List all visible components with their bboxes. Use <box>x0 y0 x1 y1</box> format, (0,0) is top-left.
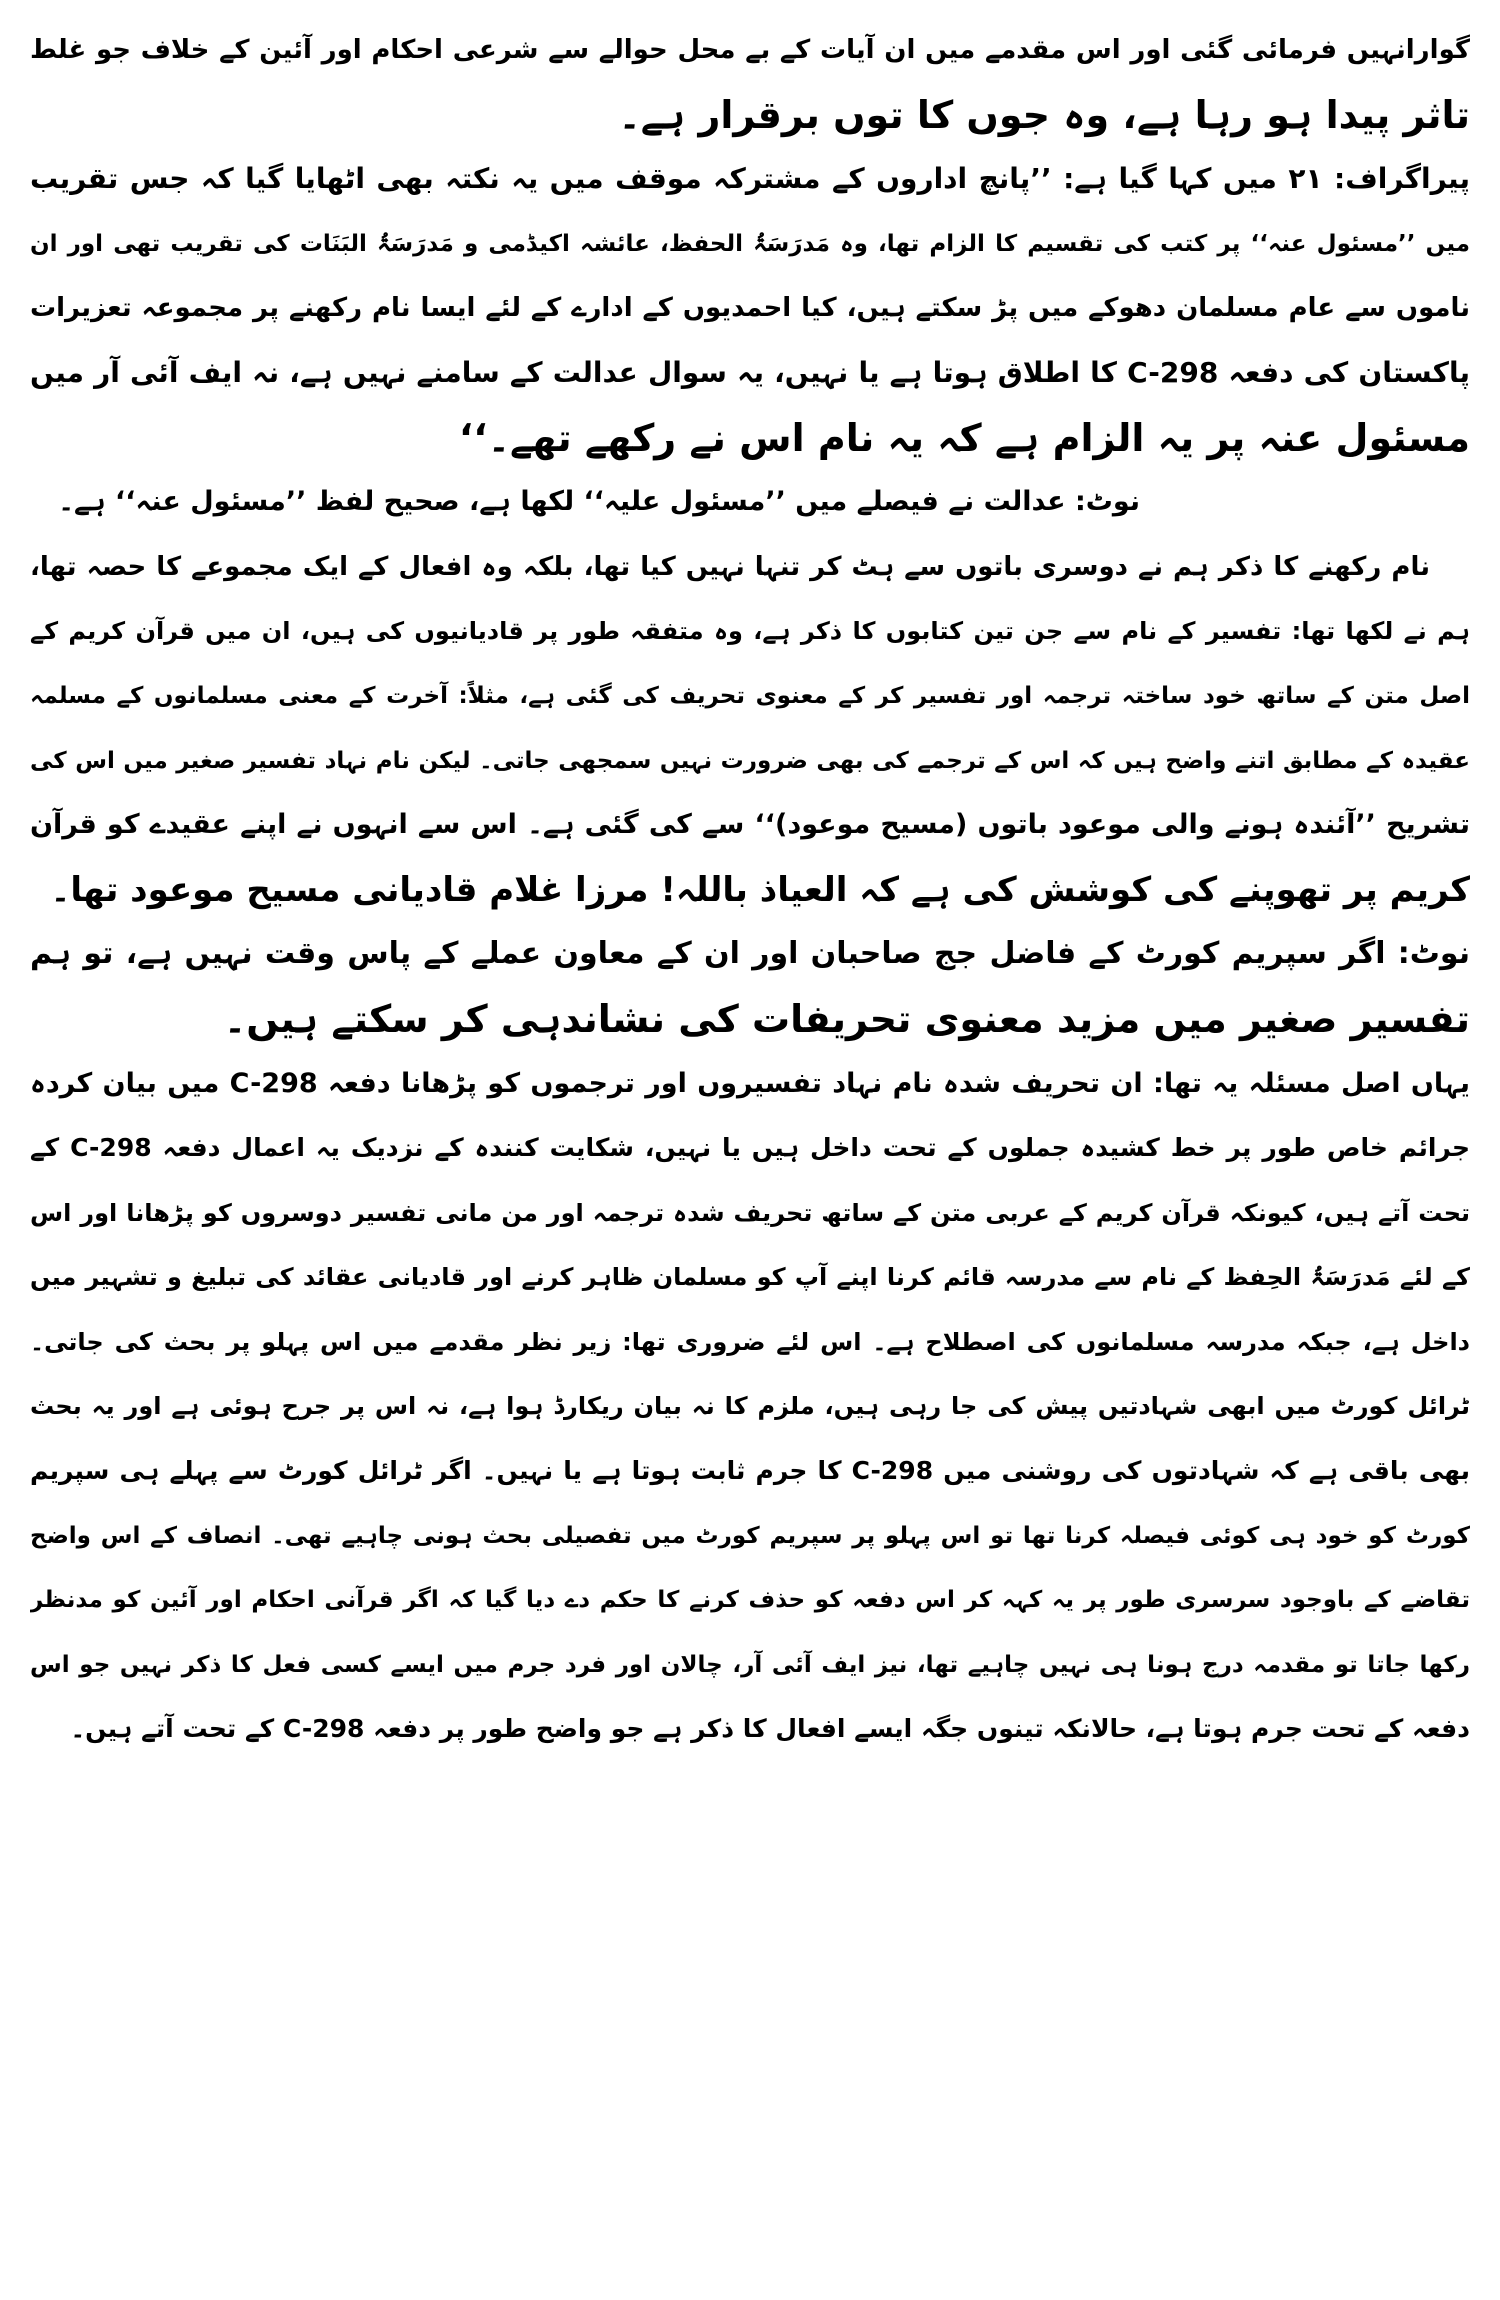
text-line: عقیدہ کے مطابق اتنے واضح ہیں کہ اس کے ترجمے کی بھی ضرورت نہیں سمجھی جاتی۔ لیکن نام نہاد تفسیر صغیر میں اس کی <box>30 747 1470 774</box>
note-line: نوٹ: اگر سپریم کورٹ کے فاضل جج صاحبان اور ان کے معاون عملے کے پاس وقت نہیں ہے، تو ہم <box>30 936 1470 972</box>
text-line: پاکستان کی دفعہ C-298 کا اطلاق ہوتا ہے یا نہیں، یہ سوال عدالت کے سامنے نہیں ہے، نہ ایف آئی آر میں <box>30 355 1470 389</box>
text-line: مسئول عنہ پر یہ الزام ہے کہ یہ نام اس نے رکھے تھے۔‘‘ <box>458 415 1470 460</box>
note-line: نوٹ: عدالت نے فیصلے میں ’’مسئول علیہ‘‘ لکھا ہے، صحیح لفظ ’’مسئول عنہ‘‘ ہے۔ <box>58 486 1140 518</box>
text-line: کے لئے مَدرَسَۃُ الحِفظ کے نام سے مدرسہ قائم کرنا اپنے آپ کو مسلمان ظاہر کرنے اور قادیانی عقائد کی تبلیغ و تشہیر میں <box>30 1263 1470 1292</box>
text-line: گوارانہیں فرمائی گئی اور اس مقدمے میں ان آیات کے بے محل حوالے سے شرعی احکام اور آئین کے خلاف جو غلط <box>30 35 1470 65</box>
text-line: تشریح ’’آئندہ ہونے والی موعود باتوں (مسیح موعود)‘‘ سے کی گئی ہے۔ اس سے انہوں نے اپنے عقیدے کو قرآن <box>30 809 1470 841</box>
text-line: ناموں سے عام مسلمان دھوکے میں پڑ سکتے ہیں، کیا احمدیوں کے ادارے کے لئے ایسا نام رکھنے پر مجموعہ تعزیرات <box>30 293 1470 324</box>
text-line: بھی باقی ہے کہ شہادتوں کی روشنی میں C-298 کا جرم ثابت ہوتا ہے یا نہیں۔ اگر ٹرائل کورٹ سے پہلے ہی سپریم <box>30 1456 1470 1486</box>
text-line: ٹرائل کورٹ میں ابھی شہادتیں پیش کی جا رہی ہیں، ملزم کا نہ بیان ریکارڈ ہوا ہے، نہ اس پر جرح ہوئی ہے اور یہ بحث <box>30 1392 1470 1421</box>
text-line: نام رکھنے کا ذکر ہم نے دوسری باتوں سے ہٹ کر تنہا نہیں کیا تھا، بلکہ وہ افعال کے ایک مجموعے کا حصہ تھا، <box>30 551 1430 582</box>
text-line: میں ’’مسئول عنہ‘‘ پر کتب کی تقسیم کا الزام تھا، وہ مَدرَسَۃُ الحفظ، عائشہ اکیڈمی و مَدرَسَۃُ البَنَات کی تقریب تھی اور ان <box>30 230 1470 257</box>
text-line: کریم پر تھوپنے کی کوشش کی ہے کہ العیاذ باللہ! مرزا غلام قادیانی مسیح موعود تھا۔ <box>50 869 1470 910</box>
text-line: داخل ہے، جبکہ مدرسہ مسلمانوں کی اصطلاح ہے۔ اس لئے ضروری تھا: زیر نظر مقدمے میں اس پہلو پر بحث کی جاتی۔ <box>30 1327 1470 1356</box>
text-line: کورٹ کو خود ہی کوئی فیصلہ کرنا تھا تو اس پہلو پر سپریم کورٹ میں تفصیلی بحث ہونی چاہیے تھی۔ انصاف کے اس واضح <box>30 1522 1470 1549</box>
text-line: پیراگراف: ۲۱ میں کہا گیا ہے: ’’پانچ اداروں کے مشترکہ موقف میں یہ نکتہ بھی اٹھایا گیا کہ جس تقریب <box>30 162 1470 196</box>
text-line: تحت آتے ہیں، کیونکہ قرآن کریم کے عربی متن کے ساتھ تحریف شدہ ترجمہ اور من مانی تفسیر دوسروں کو پڑھانا اور اس <box>30 1198 1470 1227</box>
text-line: جرائم خاص طور پر خط کشیدہ جملوں کے تحت داخل ہیں یا نہیں، شکایت کنندہ کے نزدیک یہ اعمال دفعہ C-298 کے <box>30 1133 1470 1163</box>
text-line: یہاں اصل مسئلہ یہ تھا: ان تحریف شدہ نام نہاد تفسیروں اور ترجموں کو پڑھانا دفعہ C-298 میں بیان کردہ <box>30 1067 1470 1099</box>
text-line: دفعہ کے تحت جرم ہوتا ہے، حالانکہ تینوں جگہ ایسے افعال کا ذکر ہے جو واضح طور پر دفعہ C-298 کے تحت آتے ہیں۔ <box>70 1714 1470 1744</box>
text-line: ہم نے لکھا تھا: تفسیر کے نام سے جن تین کتابوں کا ذکر ہے، وہ متفقہ طور پر قادیانیوں کی ہیں، ان میں قرآن کریم کے <box>30 617 1470 646</box>
text-line: تقاضے کے باوجود سرسری طور پر یہ کہہ کر اس دفعہ کو حذف کرنے کا حکم دے دیا گیا کہ اگر قرآنی احکام اور آئین کو مدنظر <box>30 1587 1470 1614</box>
text-line: رکھا جاتا تو مقدمہ درج ہونا ہی نہیں چاہیے تھا، نیز ایف آئی آر، چالان اور فرد جرم میں ایسے کسی فعل کا ذکر نہیں جو اس <box>30 1651 1470 1678</box>
text-line: اصل متن کے ساتھ خود ساختہ ترجمہ اور تفسیر کر کے معنوی تحریف کی گئی ہے، مثلاً: آخرت کے معنی مسلمانوں کے مسلمہ <box>30 682 1470 709</box>
document-page <box>30 18 1470 2282</box>
text-line: تفسیر صغیر میں مزید معنوی تحریفات کی نشاندہی کر سکتے ہیں۔ <box>223 996 1470 1041</box>
text-line: تاثر پیدا ہو رہا ہے، وہ جوں کا توں برقرار ہے۔ <box>618 92 1470 137</box>
